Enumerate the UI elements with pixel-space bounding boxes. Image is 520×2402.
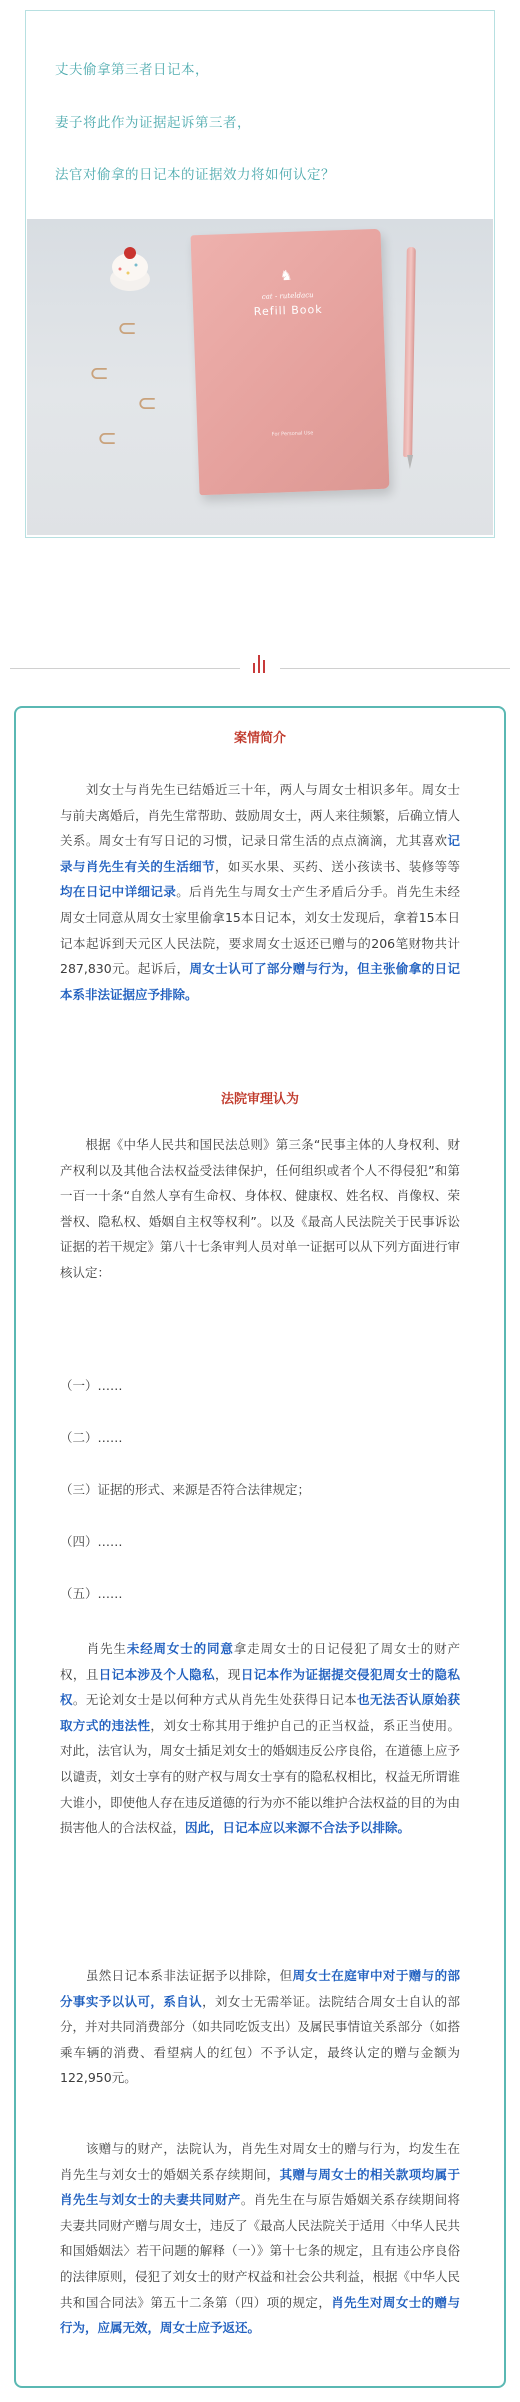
cover-photo	[27, 219, 493, 535]
rabbit-clip-icon: ⊂	[97, 424, 118, 452]
rabbit-clip-icon: ⊂	[117, 314, 138, 342]
intro-line-2: 妻子将此作为证据起诉第三者，	[55, 115, 251, 131]
ruling-paragraph-3: 该赠与的财产，法院认为，肖先生对周女士的赠与行为，均发生在肖先生与刘女士的婚姻关系存续期间，其赠与周女士的相关款项均属于肖先生与刘女士的夫妻共同财产。肖先生在与原告婚姻关系存续期间将夫妻共同财产赠与周女士，违反了《最高人民法院关于适用〈中华人民共和国婚姻法〉若干问题的解释（一）》第十七条的规定，且有违公序良俗的法律原则，侵犯了刘女士的财产权益和社会公共利益，根据《中华人民共和国合同法》第五十二条第（四）项的规定，肖先生对周女士的赠与行为，应属无效，周女士应予返还。	[60, 2141, 461, 2336]
rabbit-clip-icon: ⊂	[89, 359, 110, 387]
section-title-case: 案情简介	[233, 731, 286, 746]
notebook-image	[191, 229, 390, 495]
cupcake-icon	[102, 239, 158, 295]
intro-line-3: 法官对偷拿的日记本的证据效力将如何认定？	[55, 167, 335, 183]
list-item: （三）证据的形式、来源是否符合法律规定；	[60, 1482, 311, 1497]
list-item: （四）……	[60, 1534, 123, 1549]
pen-image	[403, 247, 416, 457]
list-item: （五）……	[60, 1586, 123, 1601]
list-item: （一）……	[60, 1378, 123, 1393]
pen-tip	[407, 455, 413, 469]
rabbit-clip-icon: ⊂	[137, 389, 158, 417]
notebook-foot: For Personal Use	[271, 430, 314, 438]
ruling-paragraph-1: 肖先生未经周女士的同意拿走周女士的日记侵犯了周女士的财产权，且日记本涉及个人隐私，现日记本作为证据提交侵犯周女士的隐私权。无论刘女士是以何种方式从肖先生处获得日记本也无法否认原始获取方式的违法性，刘女士称其用于维护自己的正当权益，系正当使用。对此，法官认为，周女士插足刘女士的婚姻违反公序良俗，在道德上应予以谴责，刘女士享有的财产权与周女士享有的隐私权相比，权益无所谓谁大谁小，即使他人存在违反道德的行为亦不能以维护合法权益的目的为由损害他人的合法权益，因此，日记本应以来源不合法予以排除。	[60, 1641, 461, 1836]
notebook-small-text: cat - ruteldacu	[261, 291, 314, 301]
bars-icon	[252, 655, 266, 673]
case-paragraph: 刘女士与肖先生已结婚近三十年，两人与周女士相识多年。周女士与前夫离婚后，肖先生常帮助、鼓励周女士，两人来往频繁，后确立情人关系。周女士有写日记的习惯，记录日常生活的点点滴滴，尤其喜欢记录与肖先生有关的生活细节，如买水果、买药、送小孩读书、装修等等均在日记中详细记录。后肖先生与周女士产生矛盾后分手。肖先生未经周女士同意从周女士家里偷拿15本日记本，刘女士发现后，拿着15本日记本起诉到天元区人民法院，要求周女士返还已赠与的206笔财物共计287,830元。起诉后，周女士认可了部分赠与行为，但主张偷拿的日记本系非法证据应予排除。	[60, 782, 461, 1002]
list-item: （二）……	[60, 1430, 123, 1445]
ruling-paragraph-2: 虽然日记本系非法证据予以排除，但周女士在庭审中对于赠与的部分事实予以认可，系自认，刘女士无需举证。法院结合周女士自认的部分，并对共同消费部分（如共同吃饭支出）及属民事情谊关系部分（如搭乘车辆的消费、看望病人的红包）不予认定，最终认定的赠与金额为122,950元。	[60, 1968, 461, 2086]
divider-left	[10, 668, 240, 669]
intro-line-1: 丈夫偷拿第三者日记本，	[55, 62, 209, 78]
divider-right	[280, 668, 510, 669]
court-paragraph: 根据《中华人民共和国民法总则》第三条“民事主体的人身权利、财产权利以及其他合法权益受法律保护，任何组织或者个人不得侵犯”和第一百一十条“自然人享有生命权、身体权、健康权、姓名权、肖像权、荣誉权、隐私权、婚姻自主权等权利”。以及《最高人民法院关于民事诉讼证据的若干规定》第八十七条审判人员对单一证据可以从下列方面进行审核认定：	[60, 1137, 461, 1280]
section-title-court: 法院审理认为	[220, 1092, 299, 1107]
notebook-title: Refill Book	[253, 302, 323, 319]
rabbit-icon: ♞	[279, 267, 293, 285]
